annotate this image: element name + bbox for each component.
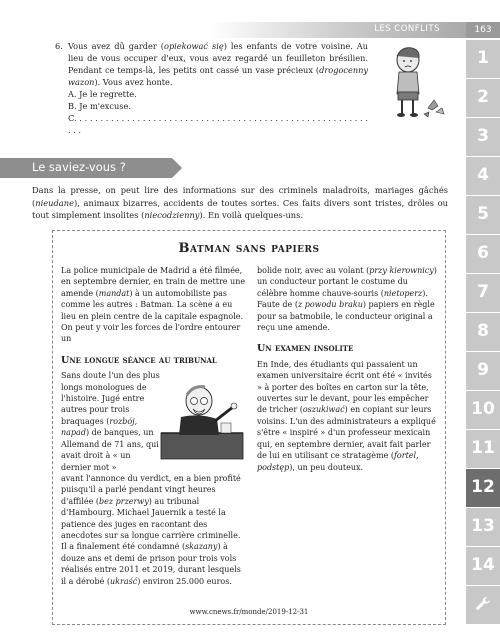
- tab-chapter-7[interactable]: 7: [466, 274, 500, 312]
- batman-story-part1: La police municipale de Madrid a été filmée, en septembre dernier, en train de mettre une amende (mandat) à un automobiliste pas comme les autres : Batman. La scène a eu lieu en plein centre de la capitale espagnole. On peut y voir les forces de l'ordre entourer un: [61, 266, 246, 344]
- chapter-tabs: [466, 40, 500, 625]
- old-man-at-courtroom-desk-cartoon: [159, 379, 247, 461]
- tribunal-story-heading: Une longue séance au tribunal: [61, 354, 217, 366]
- boy-with-broken-vase-illustration: [384, 42, 448, 120]
- exercise-number: 6.: [55, 41, 63, 51]
- did-you-know-intro: Dans la presse, on peut lire des informations sur des criminels maladroits, mariages gâchés (nieudane), animaux bizarres, accidents de toutes sortes. Ces faits divers sont tristes, drôles ou tout simplement insolites (niecodzienny). En voilà quelques-uns.: [32, 185, 448, 220]
- tribunal-story-body: avant l'annonce du verdict, en a bien profité puisqu'il a parlé pendant vingt heures d'affilée (bez przerwy) au tribunal d'Hambourg. Michael Jauernik a testé la patience des juges en racontant des anecdotes sur sa longue carrière criminelle. Il a finalement été condamné (skazany) à douze ans et demi de prison pour trois vols réalisés entre 2011 et 2019, durant lesquels il a dérobé (ukraść) environ 25.000 euros.: [61, 473, 241, 586]
- option-b[interactable]: B. Je m'excuse.: [68, 101, 131, 111]
- tab-chapter-8[interactable]: 8: [466, 313, 500, 351]
- exam-story-heading: Un examen insolite: [257, 343, 354, 355]
- tab-chapter-12[interactable]: 12: [466, 469, 500, 507]
- option-a[interactable]: A. Je le regrette.: [68, 89, 137, 99]
- tab-chapter-4[interactable]: 4: [466, 157, 500, 195]
- section-title: LES CONFLITS: [374, 24, 440, 34]
- tab-chapter-14[interactable]: 14: [466, 547, 500, 585]
- tab-chapter-10[interactable]: 10: [466, 391, 500, 429]
- tab-tools[interactable]: [466, 586, 500, 624]
- tab-chapter-2[interactable]: 2: [466, 79, 500, 117]
- news-article-box: [52, 230, 446, 625]
- tab-chapter-13[interactable]: 13: [466, 508, 500, 546]
- exercise-prompt: Vous avez dû garder (opiekować się) les enfants de votre voisine. Au lieu de vous occuper d'eux, vous avez regardé un feuilleton brésilien. Pendant ce temps-là, les petits ont cassé un vase précieux (drogocenny wazon). Vous avez honte.: [68, 41, 368, 87]
- tab-chapter-11[interactable]: 11: [466, 430, 500, 468]
- tribunal-story-intro: Sans doute l'un des plus longs monologues de l'histoire. Jugé entre autres pour trois braquages (rozbój, napad) de banques, un Allemand de 71 ans, qui avait droit à « un dernier mot »: [61, 371, 160, 472]
- did-you-know-title: Le saviez-vous ?: [32, 160, 126, 174]
- tab-chapter-1[interactable]: 1: [466, 40, 500, 78]
- tab-chapter-9[interactable]: 9: [466, 352, 500, 390]
- tab-chapter-6[interactable]: 6: [466, 235, 500, 273]
- article-title: Batman sans papiers: [178, 241, 320, 256]
- tab-chapter-3[interactable]: 3: [466, 118, 500, 156]
- exercise-6: [55, 40, 368, 136]
- did-you-know-banner: [0, 158, 172, 178]
- exam-story-body: En Inde, des étudiants qui passaient un examen universitaire écrit ont été « invités » à porter des boîtes en carton sur la tête, ouvertes sur le devant, pour les empêcher de tricher (oszukiwać) en copiant sur leurs voisins. L'un des administrateurs a expliqué s'être « inspiré » d'un professeur mexicain qui, en septembre dernier, avait fait parler de lui en utilisant ce stratagème (fortel, podstęp), un peu douteux.: [257, 359, 436, 472]
- article-source-url[interactable]: www.cnews.fr/monde/2019-12-31: [189, 608, 309, 616]
- page-number: 163: [466, 22, 500, 38]
- wrench-icon: [474, 595, 492, 613]
- tab-chapter-5[interactable]: 5: [466, 196, 500, 234]
- batman-story-part2: bolide noir, avec au volant (przy kierownicy) un conducteur portant le costume du célèbre homme chauve-souris (nietoperz). Faute de (z powodu braku) papiers en règle pour sa batmobile, le conducteur original a reçu une amende.: [257, 266, 437, 333]
- option-c-blank[interactable]: C. . . . . . . . . . . . . . . . . . . . . . . . . . . . . . . . . . . . . . . . . . . . . . . . . . . . . . . . . . .: [68, 113, 368, 135]
- article-right-column: [257, 265, 439, 473]
